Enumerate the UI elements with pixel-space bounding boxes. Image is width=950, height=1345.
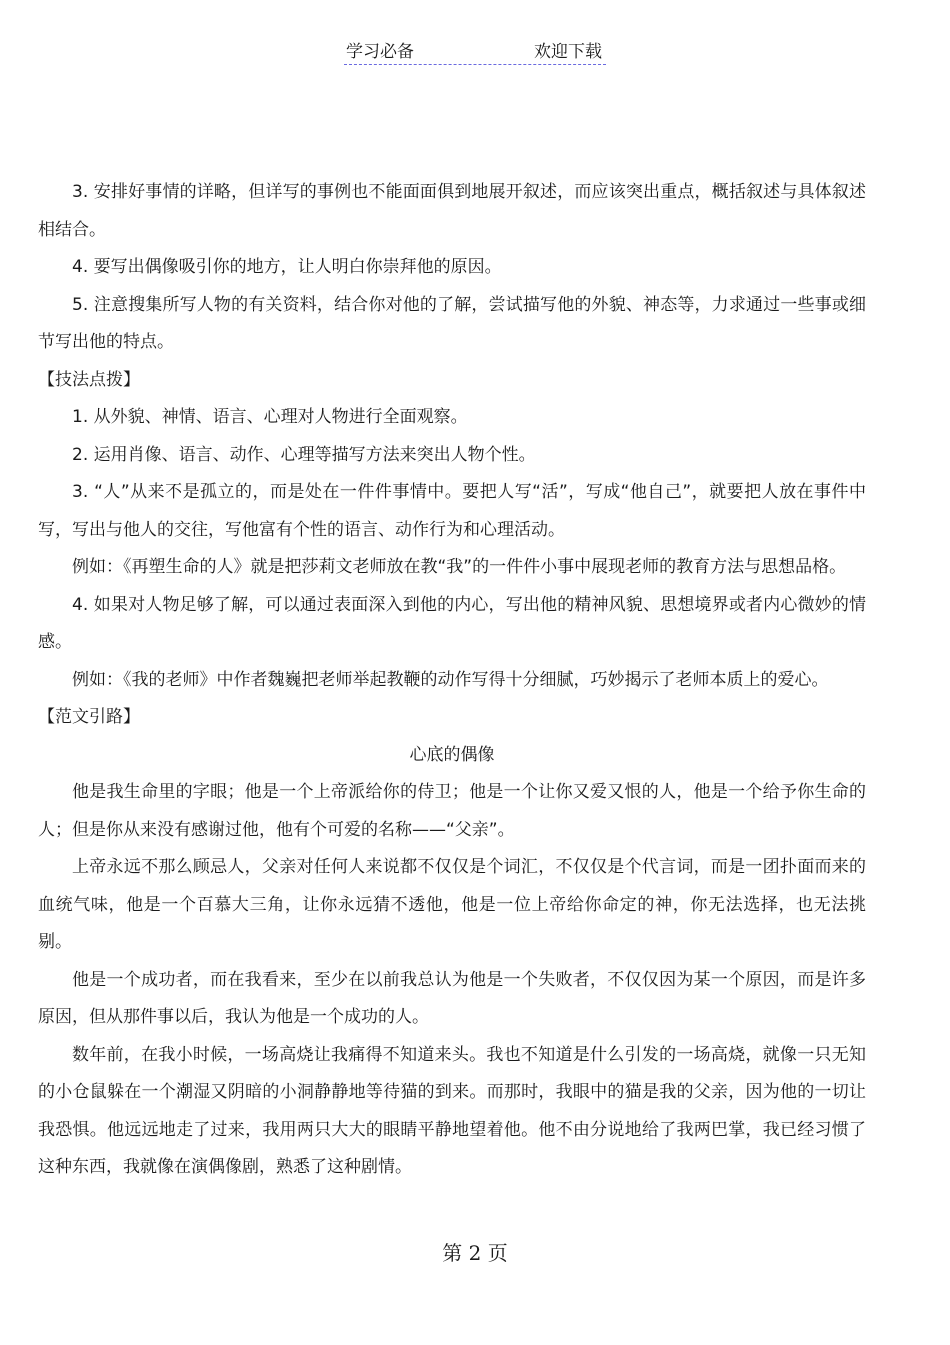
paragraph: 他是一个成功者，而在我看来，至少在以前我总认为他是一个失败者，不仅仅因为某一个原因，而是许多原因，但从那件事以后，我认为他是一个成功的人。 <box>38 969 866 1027</box>
page-header <box>344 40 606 65</box>
paragraph: 4. 要写出偶像吸引你的地方，让人明白你崇拜他的原因。 <box>72 257 502 277</box>
paragraph: 例如：《我的老师》中作者魏巍把老师举起教鞭的动作写得十分细腻，巧妙揭示了老师本质上的爱心。 <box>72 669 829 690</box>
paragraph: 上帝永远不那么顾忌人，父亲对任何人来说都不仅仅是个词汇，不仅仅是个代言词，而是一团扑面而来的血统气味，他是一个百慕大三角，让你永远猜不透他，他是一位上帝给你命定的神，你无法选择，也无法挑剔。 <box>38 857 866 952</box>
paragraph: 例如：《再塑生命的人》就是把莎莉文老师放在教“我”的一件件小事中展现老师的教育方法与思想品格。 <box>72 557 847 577</box>
essay-title: 心底的偶像 <box>409 744 495 765</box>
paragraph: 3. 安排好事情的详略，但详写的事例也不能面面俱到地展开叙述，而应该突出重点，概括叙述与具体叙述相结合。 <box>38 182 866 240</box>
paragraph: 3. “人”从来不是孤立的，而是处在一件件事情中。要把人写“活”，写成“他自己”，就要把人放在事件中写，写出与他人的交往，写他富有个性的语言、动作行为和心理活动。 <box>38 482 866 540</box>
paragraph: 1. 从外貌、神情、语言、心理对人物进行全面观察。 <box>72 407 468 427</box>
section-heading: 【范文引路】 <box>38 707 140 727</box>
header-left-text: 学习必备 <box>346 42 414 62</box>
document-body <box>38 174 866 1187</box>
paragraph: 5. 注意搜集所写人物的有关资料，结合你对他的了解，尝试描写他的外貌、神态等，力求通过一些事或细节写出他的特点。 <box>38 294 866 352</box>
paragraph: 数年前，在我小时候，一场高烧让我痛得不知道来头。我也不知道是什么引发的一场高烧，就像一只无知的小仓鼠躲在一个潮湿又阴暗的小洞静静地等待猫的到来。而那时，我眼中的猫是我的父亲，因为他的一切让我恐惧。他远远地走了过来，我用两只大大的眼睛平静地望着他。他不由分说地给了我两巴掌，我已经习惯了这种东西，我就像在演偶像剧，熟悉了这种剧情。 <box>38 1044 866 1177</box>
paragraph: 他是我生命里的字眼；他是一个上帝派给你的侍卫；他是一个让你又爱又恨的人，他是一个给予你生命的人；但是你从来没有感谢过他，他有个可爱的名称——“父亲”。 <box>38 782 866 840</box>
paragraph: 4. 如果对人物足够了解，可以通过表面深入到他的内心，写出他的精神风貌、思想境界或者内心微妙的情感。 <box>38 594 866 652</box>
section-heading: 【技法点拨】 <box>38 369 140 390</box>
header-right-text: 欢迎下载 <box>534 42 602 62</box>
page-number: 第 2 页 <box>442 1241 508 1265</box>
paragraph: 2. 运用肖像、语言、动作、心理等描写方法来突出人物个性。 <box>72 444 536 465</box>
